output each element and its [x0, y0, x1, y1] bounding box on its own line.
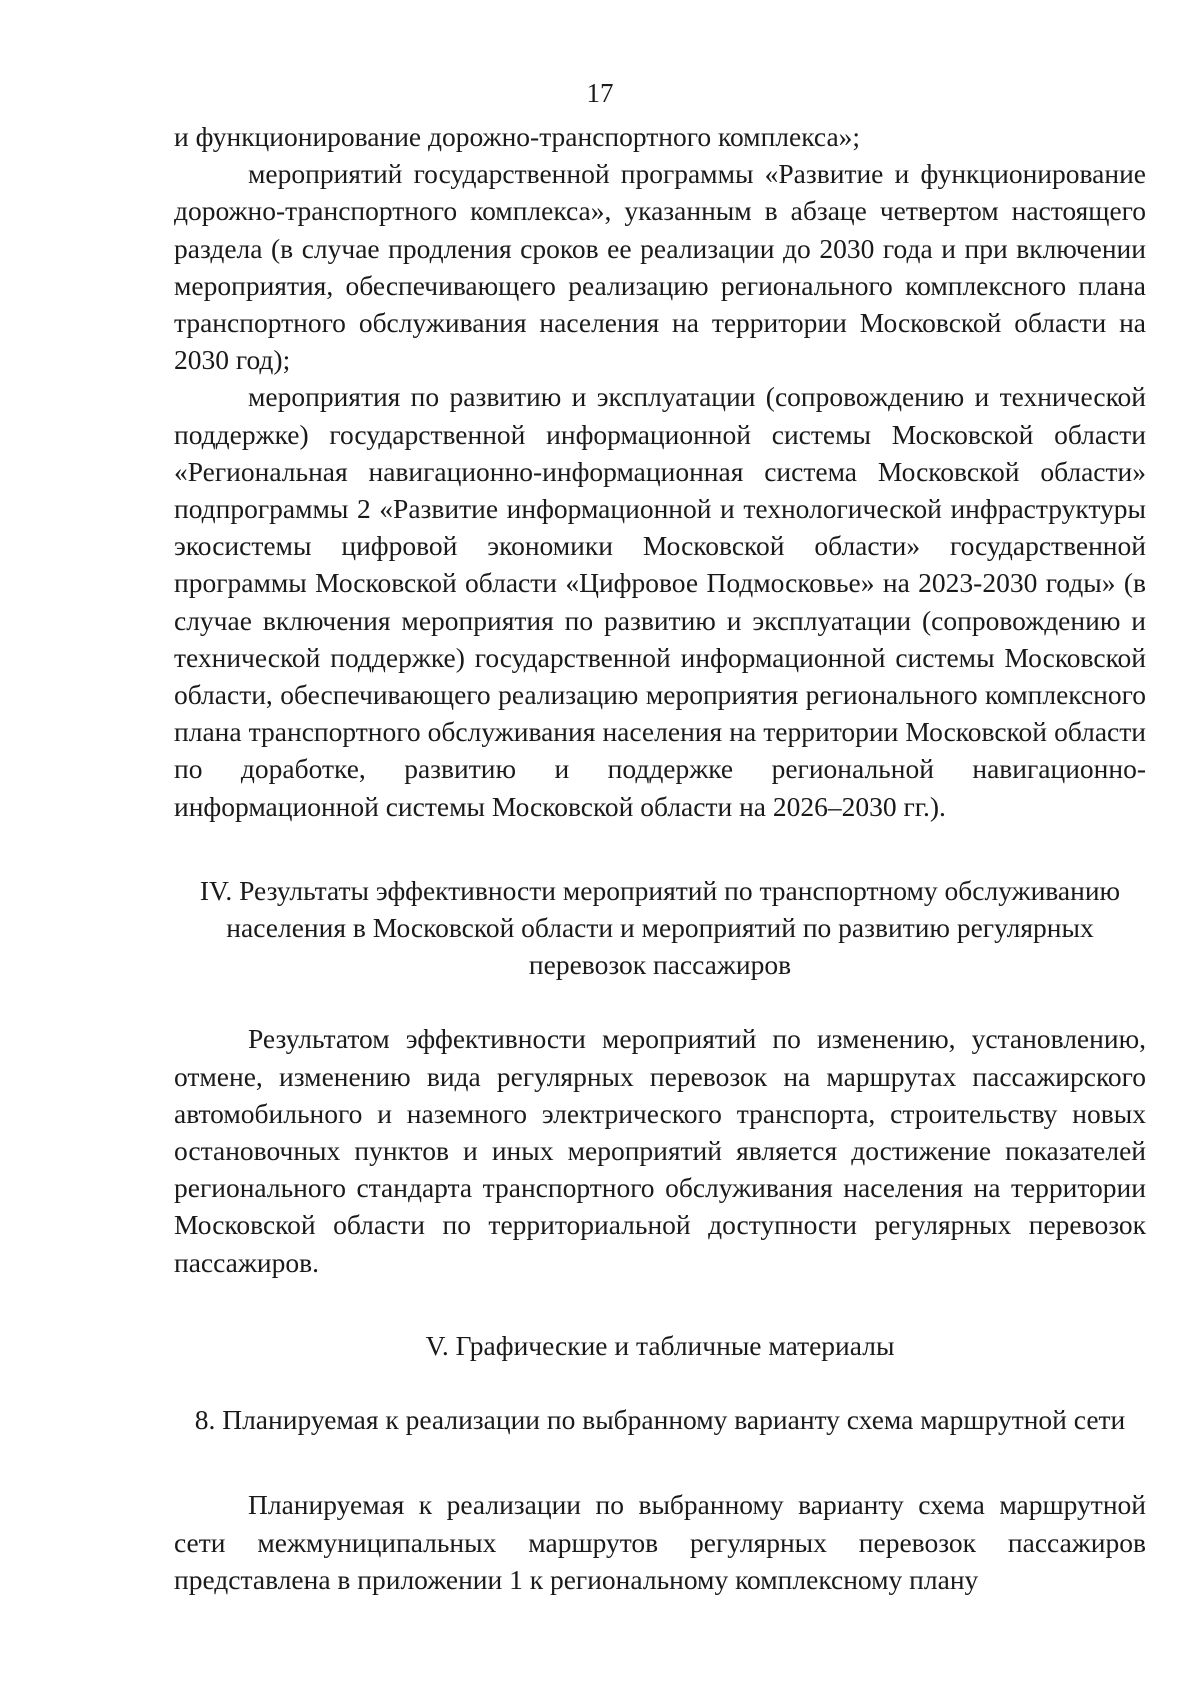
document-body — [174, 118, 1146, 1598]
page-number: 17 — [586, 78, 614, 108]
section-v-heading: V. Графические и табличные материалы — [425, 1329, 895, 1361]
paragraph-efficiency-results: Результатом эффективности мероприятий по изменению, установлению, отмене, изменению вида регулярных перевозок на маршрутах пассажирского автомобильного и наземного электрического транспорта, строительству новых остановочных пунктов и иных мероприятий является достижение показателей регионального стандарта транспортного обслуживания населения на территории Московской области по территориальной доступности регулярных перевозок пассажиров. — [174, 1023, 1146, 1278]
paragraph-route-network: Планируемая к реализации по выбранному варианту схема маршрутной сети межмуниципальных маршрутов регулярных перевозок пассажиров представлена в приложении 1 к региональному комплексному плану — [174, 1489, 1146, 1595]
paragraph-continuation: и функционирование дорожно-транспортного комплекса»; — [174, 121, 861, 152]
section-iv-heading: IV. Результаты эффективности мероприятий по транспортному обслуживанию населения в Московской области и мероприятий по развитию регулярных перевозок пассажиров — [199, 874, 1121, 981]
paragraph-program-measures: мероприятий государственной программы «Развитие и функционирование дорожно-транспортного комплекса», указанным в абзаце четвертом настоящего раздела (в случае продления сроков ее реализации до 2030 года и при включении мероприятия, обеспечивающего реализацию регионального комплексного плана транспортного обслуживания населения на территории Московской области на 2030 год); — [174, 158, 1146, 376]
subsection-8-heading: 8. Планируемая к реализации по выбранному варианту схема маршрутной сети — [194, 1404, 1126, 1436]
paragraph-navigation-system: мероприятия по развитию и эксплуатации (сопровождению и технической поддержке) государственной информационной системы Московской области «Региональная навигационно-информационная система Московской области» подпрограммы 2 «Развитие информационной и технологической инфраструктуры экосистемы цифровой экономики Московской области» государственной программы Московской области «Цифровое Подмосковье» на 2023-2030 годы» (в случае включения мероприятия по развитию и эксплуатации (сопровождению и технической поддержке) государственной информационной системы Московской области, обеспечивающего реализацию мероприятия регионального комплексного плана транспортного обслуживания населения на территории Московской области по доработке, развитию и поддержке региональной навигационно-информационной системы Московской области на 2026–2030 гг.). — [174, 381, 1146, 822]
